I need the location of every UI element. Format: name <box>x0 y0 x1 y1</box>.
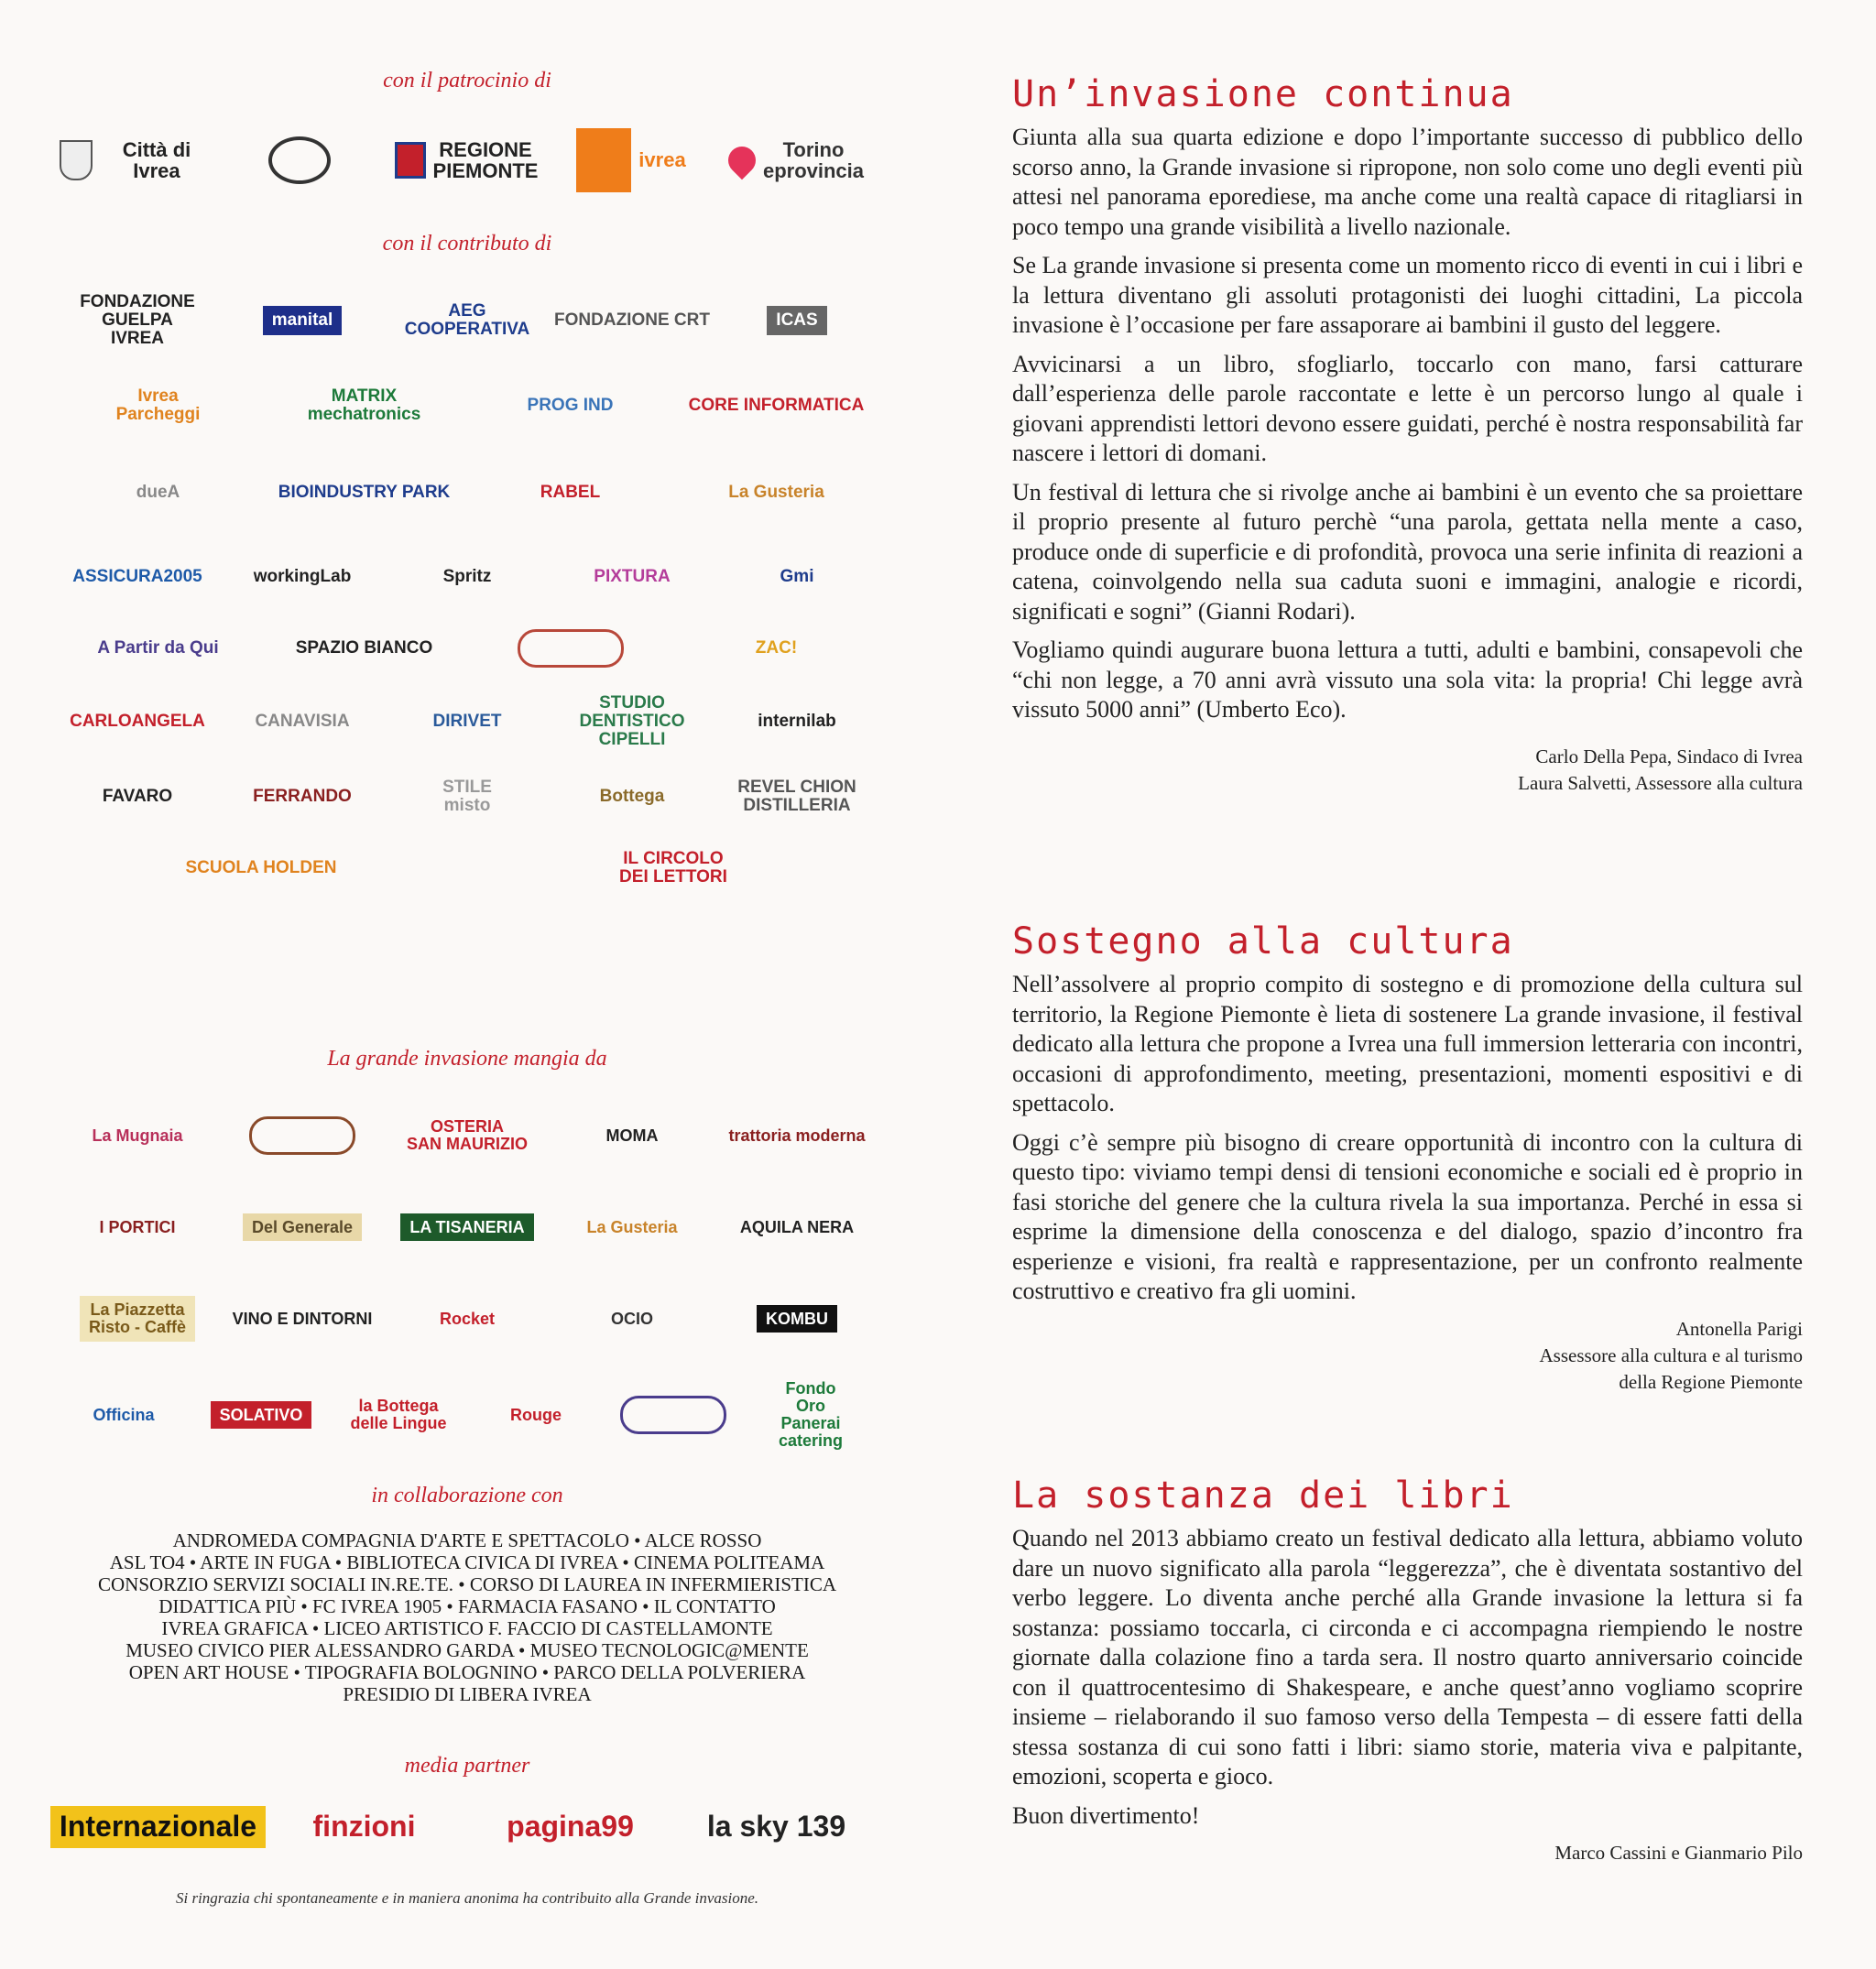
section-title: Sostegno alla cultura <box>1012 920 1514 963</box>
signature-line: Marco Cassini e Gianmario Pilo <box>1554 1842 1803 1864</box>
logo-rocket <box>387 1273 548 1365</box>
section-title: La sostanza dei libri <box>1012 1474 1514 1517</box>
logo-solativo <box>194 1365 328 1465</box>
logo-logo <box>224 114 380 206</box>
logo-row <box>55 1090 879 1181</box>
collaboration-line: CONSORZIO SERVIZI SOCIALI IN.RE.TE. • CORSO DI LAUREA IN INFERMIERISTICA <box>98 1573 836 1595</box>
logo-row <box>55 1273 879 1365</box>
logo-studio-dentistico-cipelli <box>551 683 713 760</box>
contribution-label: con il contributo di <box>382 232 552 256</box>
region-flag-icon <box>395 142 426 179</box>
logo-pixtura <box>551 540 713 614</box>
logo-fondazione-guelpa-ivrea <box>57 275 218 366</box>
logo-torino-eprovincia <box>719 114 875 206</box>
paragraph: Avvicinarsi a un libro, sfogliarlo, toccarlo con mano, farsi catturare dall’esperienza delle parole raccontate e lette è un percorso lungo al quale i giovani apprendisti lettori devono essere guidati, perché è nostra responsabilità far nascere i lettori di domani. <box>1012 350 1803 466</box>
paragraph: Oggi c’è sempre più bisogno di creare opportunità di incontro con la cultura di questo tipo: viviamo tempi densi di tensioni economiche e sociali ed è proprio in fasi storiche del genere che la cultura rivela la sua importanza. Perché in essa si esprime la dimensione della conoscenza e del dialogo, spazio d’incontro fra esperienze e visioni, fra realtà e rappresentazione, per un confronto realmente costruttivo e creativo fra gli uomini. <box>1012 1128 1803 1304</box>
section-title: Un’invasione continua <box>1012 73 1514 115</box>
collaboration-label: in collaborazione con <box>371 1484 563 1507</box>
logo-dirivet <box>387 683 548 760</box>
logo-row <box>55 275 879 366</box>
logo-la-tisaneria <box>387 1181 548 1273</box>
logo-text: Torino eprovincia <box>762 137 865 182</box>
collaboration-line: IVREA GRAFICA • LICEO ARTISTICO F. FACCIO DI CASTELLAMONTE <box>161 1617 773 1639</box>
logo-row <box>55 614 879 683</box>
signature <box>1012 744 1803 797</box>
paragraph: Buon divertimento! <box>1012 1801 1200 1829</box>
media-partner-logos <box>55 1790 879 1864</box>
collaboration-line: PRESIDIO DI LIBERA IVREA <box>343 1683 592 1705</box>
logo-internazionale <box>60 1790 256 1864</box>
logo-text: la Bottega delle Lingue <box>350 1397 447 1432</box>
logo-text: AQUILA NERA <box>739 1217 855 1236</box>
food-label: La grande invasione mangia da <box>327 1047 607 1071</box>
collaboration-line: OPEN ART HOUSE • TIPOGRAFIA BOLOGNINO • PARCO DELLA POLVERIERA <box>128 1661 806 1683</box>
logo-text: La Gusteria <box>586 1217 678 1236</box>
logo-ivrea-parcheggi <box>58 366 259 445</box>
logo-text: SOLATIVO <box>211 1401 312 1430</box>
paragraph: Vogliamo quindi augurare buona lettura a tutti, adulti e bambini, consapevoli che “chi non legge, a 70 anni avrà vissuto una sola vita: la propria! Chi legge avrà vissuto 5000 anni” (Umberto Eco). <box>1012 636 1803 723</box>
logo-row <box>55 366 879 445</box>
logo-zac <box>676 614 878 683</box>
logo-scuola-holden <box>160 833 362 903</box>
paragraph: Se La grande invasione si presenta come un momento ricco di eventi in cui i libri e la lettura diventano gli assoluti protagonisti dei luoghi cittadini, La piccola invasione è l’occasione per fare assaporare ai bambini il gusto del leggere. <box>1012 252 1803 338</box>
food-partner-logos <box>55 1090 879 1465</box>
logo-carloangela <box>57 683 218 760</box>
logo-la-gusteria <box>676 445 878 540</box>
paragraph: Un festival di lettura che si rivolge anche ai bambini è un evento che sa proiettare il proprio presente al futuro perchè “una parola, gettata nella mente a caso, produce onde di superficie e di profondità, provoca una serie infinita di reazioni a catena, coinvolgendo nella sua caduta suoni e immagini, analogie e ricordi, significati e sogni” (Gianni Rodari). <box>1012 478 1803 625</box>
emblem-icon <box>249 1116 355 1155</box>
logo-workinglab <box>222 540 383 614</box>
logo-text: DIRIVET <box>432 712 502 732</box>
logo-del-generale <box>222 1181 383 1273</box>
logo-finzioni <box>266 1790 463 1864</box>
collaboration-line: ANDROMEDA COMPAGNIA D'ARTE E SPETTACOLO • ALCE ROSSO <box>172 1529 762 1551</box>
logo-kombu <box>716 1273 878 1365</box>
logo-text: IL CIRCOLO DEI LETTORI <box>619 849 727 887</box>
logo-text: FERRANDO <box>253 787 352 807</box>
logo-text: RABEL <box>540 483 601 503</box>
logo-text: Spritz <box>442 567 492 587</box>
logo-bottega <box>551 760 713 833</box>
logo-text: STILE misto <box>442 778 492 815</box>
logo-text: ivrea <box>638 148 686 172</box>
logo-text: CARLOANGELA <box>70 712 205 732</box>
logo-text: trattoria moderna <box>728 1126 866 1145</box>
logo-internilab <box>716 683 878 760</box>
coat-of-arms-icon <box>60 140 93 180</box>
logo-i-portici <box>57 1181 218 1273</box>
paragraph: Quando nel 2013 abbiamo creato un festival dedicato alla lettura, abbiamo voluto dare un nuovo significato alla parola “leggerezza”, che è diventata sostantivo del verbo leggere. Lo diventa anche perché alla Grande invasione la lettura si fa sostanza: possiamo toccarla, ci circonda e ci accompagna riempiendo le nostre giornate dalla colazione fino a tarda sera. Il nostro quarto anniversario coincide con il quattrocentesimo di Shakespeare, e anche quest’anno vogliamo scoprire insieme – rielaborando il suo famoso verso della Tempesta – di essere fatti della stessa sostanza di cui sono fatti i libri: siamo storie, materia viva e palpitante, emozioni, scoperta e gioco. <box>1012 1525 1803 1790</box>
logo-vino-e-dintorni <box>222 1273 383 1365</box>
logo-prog-ind <box>470 366 671 445</box>
logo-text: STUDIO DENTISTICO CIPELLI <box>579 693 685 749</box>
logo-text: FONDAZIONE CRT <box>554 310 710 331</box>
logo-text: Gmi <box>780 567 814 587</box>
section-sostegno-cultura <box>1012 920 1803 1396</box>
signature <box>1012 1840 1803 1866</box>
logo-text: REVEL CHION DISTILLERIA <box>737 778 856 815</box>
logo-assicura2005 <box>57 540 218 614</box>
logo-logo <box>606 1365 740 1465</box>
logo-text: Rouge <box>510 1405 562 1424</box>
editorial-column <box>1012 73 1803 1923</box>
logo-icas <box>716 275 878 366</box>
logo-logo <box>470 614 671 683</box>
emblem-icon <box>620 1396 726 1434</box>
logo-text: PROG IND <box>527 396 614 416</box>
logo-gmi <box>716 540 878 614</box>
logo-rabel <box>470 445 671 540</box>
logo-text: dueA <box>136 483 180 503</box>
logo-matrix-mechatronics <box>264 366 465 445</box>
logo-text: OCIO <box>610 1309 653 1328</box>
logo-officina <box>57 1365 191 1465</box>
collaboration-line: MUSEO CIVICO PIER ALESSANDRO GARDA • MUSEO TECNOLOGIC@MENTE <box>125 1639 809 1661</box>
orange-square-icon <box>576 128 631 192</box>
logo-aquila-nera <box>716 1181 878 1273</box>
logo-text: OSTERIA SAN MAURIZIO <box>407 1117 528 1153</box>
logo-text: Bottega <box>599 787 665 807</box>
logo-text: workingLab <box>253 567 352 587</box>
logo-fondazione-crt <box>551 275 713 366</box>
logo-text: La Piazzetta Risto - Caffè <box>80 1296 195 1342</box>
signature-line: della Regione Piemonte <box>1619 1370 1803 1393</box>
logo-il-circolo-dei-lettori <box>573 833 774 903</box>
logo-moma <box>551 1090 713 1181</box>
thanks-note: Si ringrazia chi spontaneamente e in maniera anonima ha contribuito alla Grande invasione. <box>175 1889 759 1907</box>
logo-pagina99 <box>472 1790 669 1864</box>
logo-stile-misto <box>387 760 548 833</box>
paragraph: Nell’assolvere al proprio compito di sostegno e di promozione della cultura sul territorio, la Regione Piemonte è lieta di sostenere La grande invasione, il festival dedicato alla lettura che propone a Ivrea una full immersion letteraria con incontri, occasioni di approfondimento, meeting, presentazioni, momenti espositivi e di spettacolo. <box>1012 971 1803 1116</box>
signature <box>1012 1316 1803 1396</box>
logo-text: BIOINDUSTRY PARK <box>278 483 451 503</box>
emblem-icon <box>518 629 624 668</box>
logo-text: Internazionale <box>50 1806 266 1848</box>
logo-duea <box>58 445 259 540</box>
logo-a-partir-da-qui <box>58 614 259 683</box>
logo-text: FONDAZIONE GUELPA IVREA <box>80 292 195 348</box>
logo-text: ICAS <box>767 306 826 335</box>
logo-spazio-bianco <box>264 614 465 683</box>
logo-text: MATRIX mechatronics <box>307 386 421 424</box>
logo-text: FAVARO <box>102 787 173 807</box>
swirl-emblem-icon <box>268 136 331 184</box>
media-partner-label: media partner <box>404 1754 530 1778</box>
sponsors-column <box>55 55 879 1923</box>
logo-text: KOMBU <box>757 1305 837 1333</box>
logo-favaro <box>57 760 218 833</box>
signature-line: Carlo Della Pepa, Sindaco di Ivrea <box>1535 745 1803 767</box>
logo-text: SCUOLA HOLDEN <box>185 858 337 878</box>
signature-line: Assessore alla cultura e al turismo <box>1539 1343 1803 1366</box>
logo-revel-chion-distilleria <box>716 760 878 833</box>
logo-text: I PORTICI <box>99 1217 176 1236</box>
logo-text: Rocket <box>439 1309 496 1328</box>
logo-row <box>55 445 879 540</box>
logo-la-bottega-delle-lingue <box>332 1365 465 1465</box>
logo-spritz <box>387 540 548 614</box>
logo-text: AEG COOPERATIVA <box>404 301 530 339</box>
logo-text: CANAVISIA <box>255 712 350 732</box>
logo-text: MOMA <box>605 1126 659 1145</box>
logo-text: Ivrea Parcheggi <box>115 386 201 424</box>
contribution-logos <box>55 275 879 903</box>
logo-text: la sky 139 <box>706 1810 846 1844</box>
logo-core-informatica <box>676 366 878 445</box>
map-pin-icon <box>723 141 761 179</box>
logo-text: ASSICURA2005 <box>72 567 202 587</box>
logo-text: A Partir da Qui <box>97 638 219 658</box>
logo-canavisia <box>222 683 383 760</box>
logo-text: Del Generale <box>243 1213 362 1242</box>
logo-text: PIXTURA <box>594 567 671 587</box>
logo-la-mugnaia <box>57 1090 218 1181</box>
section-invasione-continua <box>1012 73 1803 797</box>
logo-ivrea <box>554 114 710 206</box>
logo-text: Città di Ivrea <box>122 137 191 182</box>
logo-ocio <box>551 1273 713 1365</box>
logo-ferrando <box>222 760 383 833</box>
logo-fondo-oro-panerai-catering <box>744 1365 878 1465</box>
collaboration-list <box>55 1529 879 1705</box>
collaboration-line: DIDATTICA PIÙ • FC IVREA 1905 • FARMACIA FASANO • IL CONTATTO <box>158 1595 776 1617</box>
logo-text: La Mugnaia <box>92 1126 183 1145</box>
logo-rouge <box>469 1365 603 1465</box>
logo-text: finzioni <box>312 1810 416 1844</box>
logo-text: CORE INFORMATICA <box>688 396 865 416</box>
logo-row <box>55 540 879 614</box>
logo-text: SPAZIO BIANCO <box>295 638 433 658</box>
logo-text: internilab <box>758 712 836 732</box>
logo-aeg-cooperativa <box>387 275 548 366</box>
logo-text: VINO E DINTORNI <box>232 1309 373 1328</box>
logo-trattoria-moderna <box>716 1090 878 1181</box>
logo-regione-piemonte <box>389 114 545 206</box>
logo-osteria-san-maurizio <box>387 1090 548 1181</box>
logo-text: REGIONE PIEMONTE <box>432 137 539 182</box>
signature-line: Laura Salvetti, Assessore alla cultura <box>1518 771 1803 794</box>
logo-bioindustry-park <box>264 445 465 540</box>
logo-text: LA TISANERIA <box>400 1213 533 1242</box>
logo-manital <box>222 275 383 366</box>
logo-citt-di-ivrea <box>60 114 215 206</box>
logo-text: Fondo Oro Panerai catering <box>778 1379 844 1450</box>
patronage-logos <box>55 110 879 211</box>
logo-la-piazzetta-risto-caff <box>57 1273 218 1365</box>
logo-row <box>55 683 879 760</box>
paragraph: Giunta alla sua quarta edizione e dopo l’importante successo di pubblico dello scorso anno, la Grande invasione si ripropone, non solo come uno degli eventi più attesi nel panorama eporediese, ma anche come una realtà capace di ritagliarsi in poco tempo una grande visibilità a livello nazionale. <box>1012 124 1803 240</box>
logo-row <box>55 1365 879 1465</box>
logo-text: manital <box>263 306 343 335</box>
logo-text: ZAC! <box>755 638 798 658</box>
logo-text: La Gusteria <box>728 483 824 503</box>
patronage-label: con il patrocinio di <box>383 69 551 92</box>
signature-line: Antonella Parigi <box>1675 1317 1803 1340</box>
logo-row <box>55 760 879 833</box>
logo-row <box>55 833 879 903</box>
logo-logo <box>222 1090 383 1181</box>
logo-row <box>55 1181 879 1273</box>
logo-text: pagina99 <box>507 1810 634 1844</box>
logo-la-gusteria <box>551 1181 713 1273</box>
logo-text: Officina <box>93 1405 155 1424</box>
section-sostanza-libri <box>1012 1474 1803 1866</box>
collaboration-line: ASL TO4 • ARTE IN FUGA • BIBLIOTECA CIVICA DI IVREA • CINEMA POLITEAMA <box>109 1551 825 1573</box>
logo-la-sky-139 <box>678 1790 875 1864</box>
